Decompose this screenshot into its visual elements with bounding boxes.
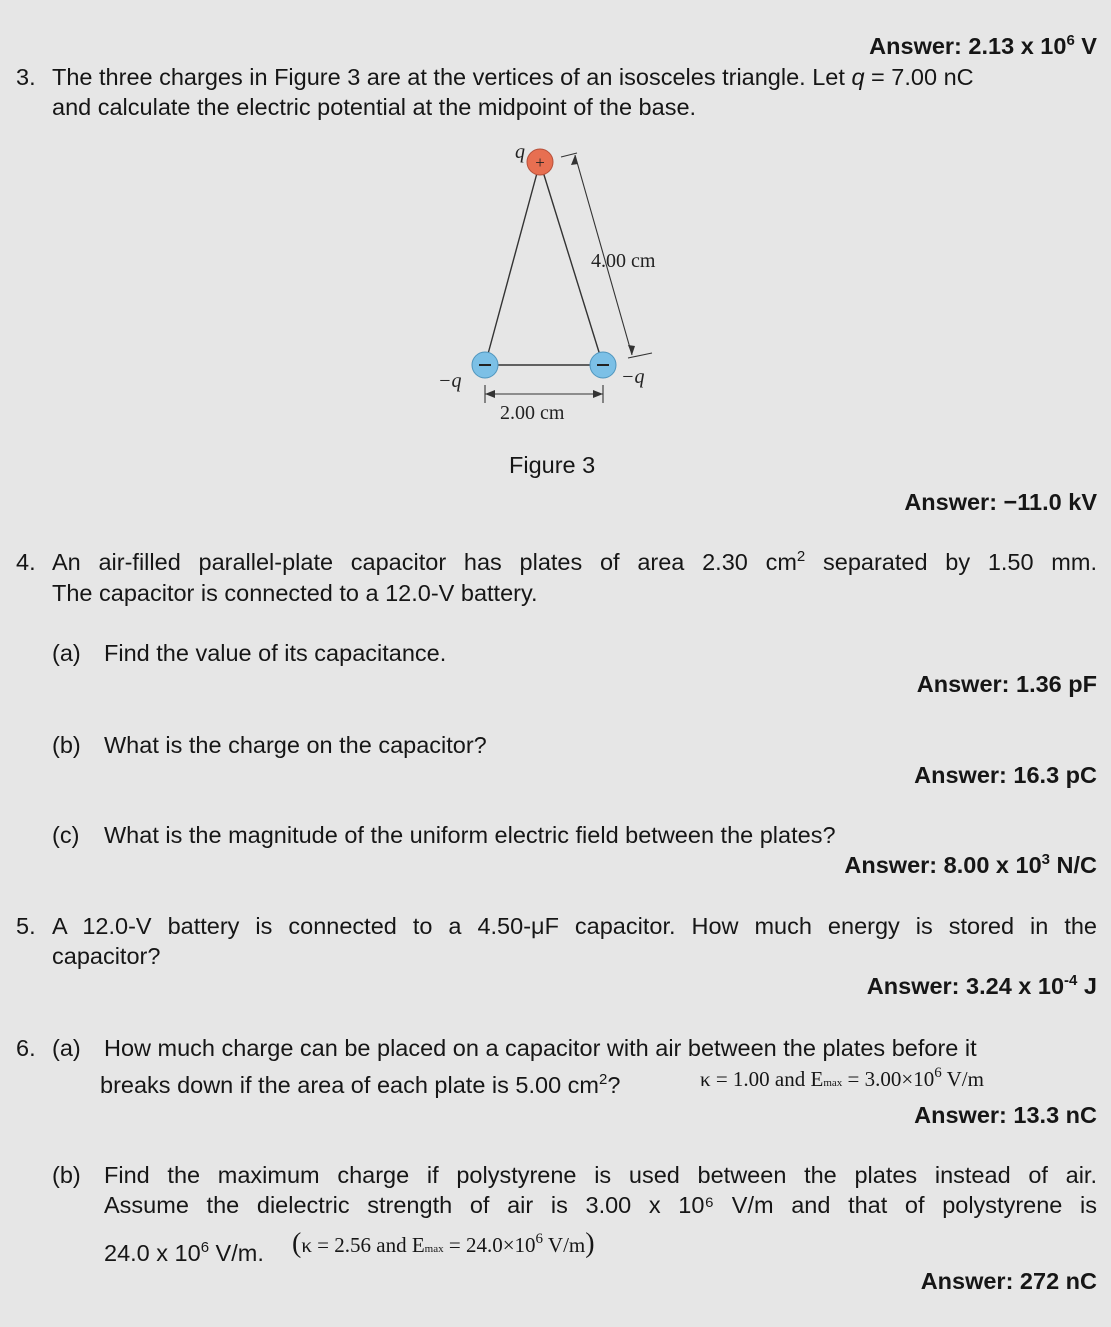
answer-6b: Answer: 272 nC (920, 1268, 1097, 1294)
question-4a-text: Find the value of its capacitance. (104, 640, 447, 666)
question-4-text: An air-filled parallel-plate capacitor has plates of area 2.30 $cm^2$ separated by 1.50 mm. (52, 548, 1097, 575)
answer-4a: Answer: 1.36 pF (916, 671, 1097, 697)
right-charge-label: −q (621, 366, 645, 388)
top-charge-label: q (515, 141, 525, 163)
question-6b-text: Find the maximum charge if polystyrene is used between the plates instead of air. (104, 1162, 1097, 1188)
question-6a-text-line2: breaks down if the area of each plate is 5.00 $cm^2$? (100, 1071, 621, 1098)
question-6b-text-line2: Assume the dielectric strength of air is 3.00 x 10⁶ V/m and that of polystyrene is (104, 1192, 1097, 1218)
answer-4b: Answer: 16.3 pC (914, 762, 1097, 788)
answer-3: Answer: −11.0 kV (904, 489, 1097, 515)
question-5-text-line2: capacitor? (52, 943, 161, 969)
question-5-text: A 12.0-V battery is connected to a 4.50-μF capacitor. How much energy is stored in the (52, 913, 1097, 939)
answer-2: Answer: 2.13 x $10^6$ V (869, 32, 1097, 59)
answer-6a: Answer: 13.3 nC (914, 1102, 1097, 1128)
answer-4c: Answer: 8.00 x $10^3$ N/C (844, 851, 1097, 878)
part-label: (b) (52, 1162, 81, 1188)
figure-caption: Figure 3 (509, 452, 596, 478)
question-number: 6. (16, 1035, 36, 1061)
plus-sign-icon: + (535, 153, 545, 172)
figure-3-diagram (420, 140, 700, 440)
part-label: (a) (52, 1035, 81, 1061)
side-length-label: 4.00 cm (591, 250, 656, 272)
part-label: (c) (52, 822, 80, 848)
question-4b-text: What is the charge on the capacitor? (104, 732, 487, 758)
question-number: 4. (16, 549, 36, 575)
question-3-text: The three charges in Figure 3 are at the vertices of an isosceles triangle. Let q = 7.00 nC (52, 64, 974, 90)
question-number: 5. (16, 913, 36, 939)
part-label: (a) (52, 640, 81, 666)
left-charge-label: −q (438, 370, 462, 392)
question-6a-text: How much charge can be placed on a capacitor with air between the plates before it (104, 1035, 977, 1061)
part-label: (b) (52, 732, 81, 758)
answer-5: Answer: 3.24 x $10^{-4}$ J (866, 972, 1097, 999)
formula-6b: (κ = 2.56 and $Emax = 24.0\times 10^6$ V/m) (292, 1228, 595, 1259)
question-6b-text-line3: 24.0 x $10^6$ V/m. (104, 1239, 264, 1266)
formula-6a: κ = 1.00 and $Emax = 3.00\times 10^6$ V/m (700, 1065, 984, 1091)
question-number: 3. (16, 64, 36, 90)
question-4-text-line2: The capacitor is connected to a 12.0-V battery. (52, 580, 538, 606)
question-4c-text: What is the magnitude of the uniform electric field between the plates? (104, 822, 836, 848)
base-length-label: 2.00 cm (500, 402, 565, 424)
triangle-left-side (485, 162, 540, 365)
question-3-text-line2: and calculate the electric potential at the midpoint of the base. (52, 94, 697, 120)
